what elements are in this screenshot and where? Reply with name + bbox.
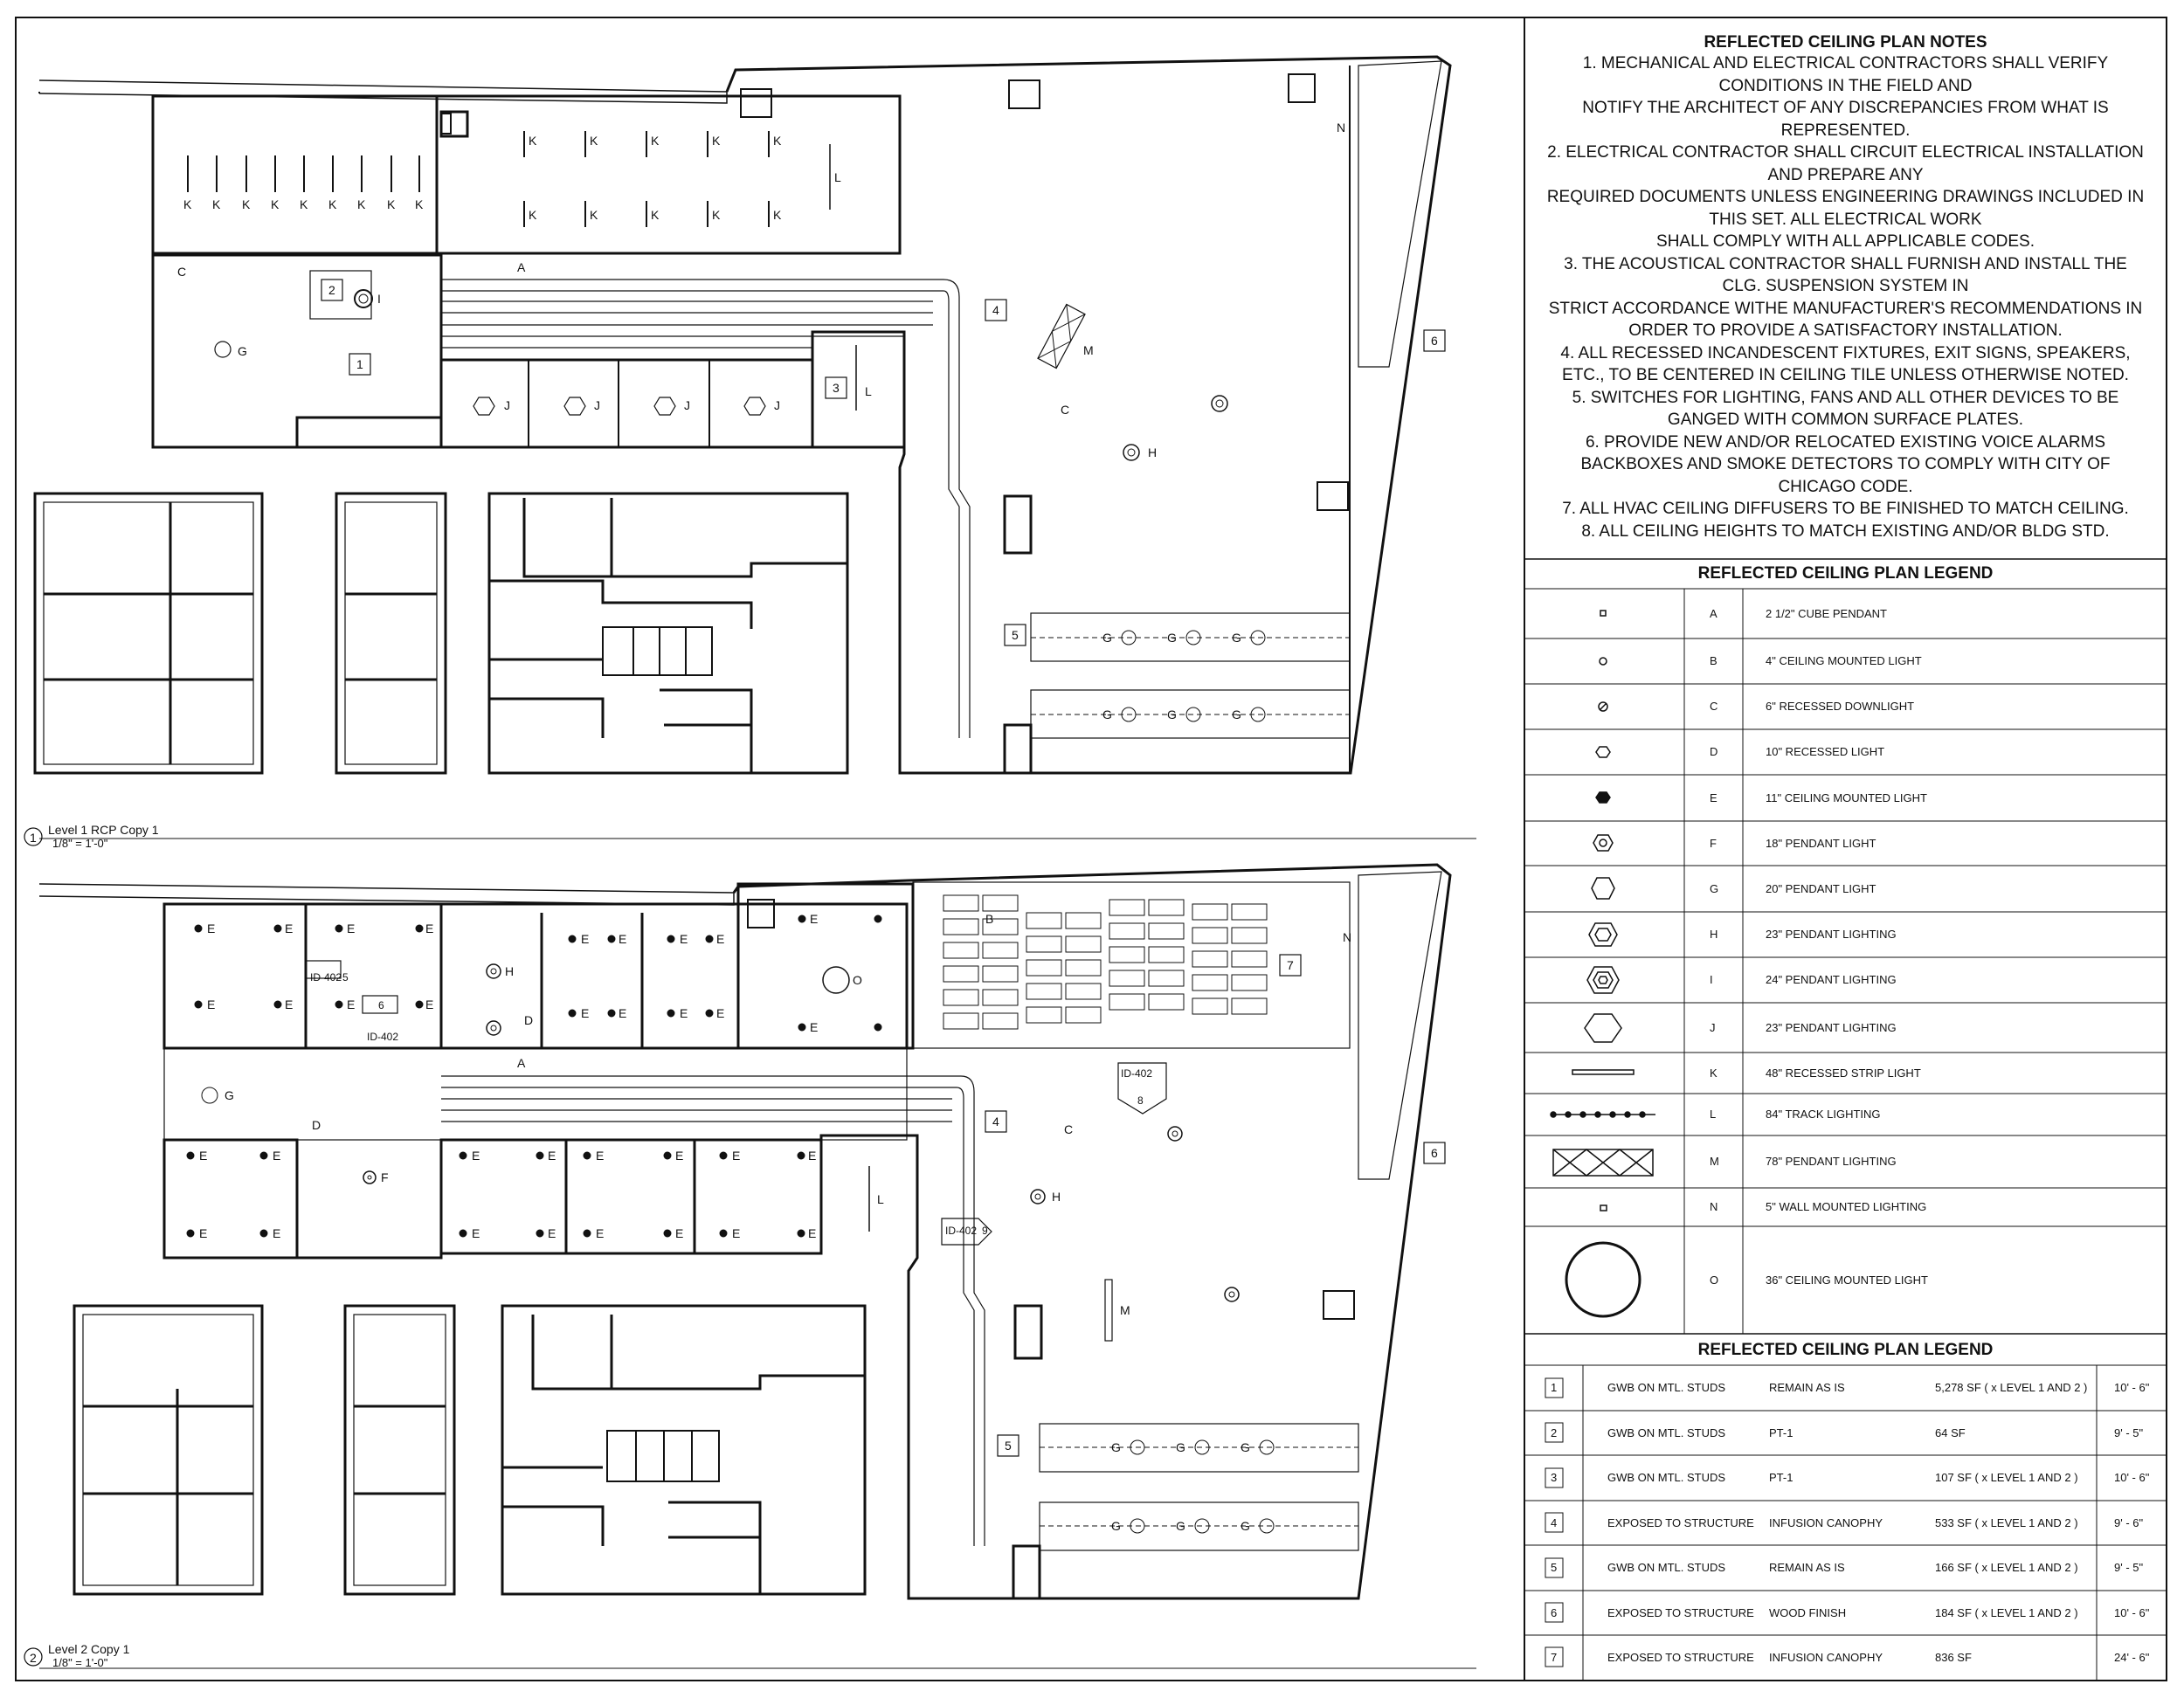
legend-description: 2 1/2" CUBE PENDANT: [1766, 606, 1887, 620]
fixture-label-e: E: [619, 1006, 627, 1020]
finish-area: 184 SF ( x LEVEL 1 AND 2 ): [1935, 1605, 2078, 1619]
fixture-label-k: K: [529, 208, 537, 222]
fixture-label-e: E: [273, 1149, 281, 1163]
ceiling-tag-4: 4: [992, 303, 999, 317]
fixture-label-e: E: [716, 1006, 725, 1020]
note-line: SHALL COMPLY WITH ALL APPLICABLE CODES.: [1656, 232, 2035, 251]
fixture-label-k: K: [183, 197, 192, 211]
finish-name: INFUSION CANOPHY: [1769, 1651, 1883, 1664]
view-scale-2: 1/8" = 1'-0": [52, 1656, 108, 1669]
finish-name: PT-1: [1769, 1471, 1794, 1484]
fixture-label-e: E: [675, 1149, 684, 1163]
finish-height: 10' - 6": [2114, 1471, 2150, 1484]
finish-name: WOOD FINISH: [1769, 1605, 1847, 1619]
notes-panel: [1524, 19, 2167, 559]
note-line: REQUIRED DOCUMENTS UNLESS ENGINEERING DRAWINGS INCLUDED IN: [1546, 188, 2145, 206]
fixture-label-k: K: [415, 197, 424, 211]
fixture-label-k: K: [529, 134, 537, 148]
fixture-label-g: G: [1232, 631, 1241, 645]
fixture-label-g: G: [1167, 708, 1177, 721]
fixture-label-e: E: [619, 932, 627, 946]
legend-description: 18" PENDANT LIGHT: [1766, 836, 1876, 850]
fixture-label-e: E: [680, 1006, 688, 1020]
legend-description: 78" PENDANT LIGHTING: [1766, 1155, 1897, 1168]
finish-tag: 4: [1551, 1515, 1558, 1529]
fixture-label-j: J: [504, 398, 510, 412]
legend-code: O: [1710, 1273, 1719, 1287]
detail-ref-number: 9: [982, 1225, 988, 1237]
finish-type: GWB ON MTL. STUDS: [1607, 1471, 1726, 1484]
finish-area: 836 SF: [1935, 1651, 1972, 1664]
legend-code: A: [1710, 606, 1717, 620]
view-title-1: Level 1 RCP Copy 1: [48, 823, 159, 837]
fixture-label-k: K: [387, 197, 396, 211]
view-number-2: 2: [30, 1651, 37, 1665]
fixture-label-e: E: [285, 921, 294, 935]
ceiling-tag-6: 6: [1431, 1146, 1438, 1160]
legend-code: C: [1710, 700, 1718, 713]
legend-code: G: [1710, 881, 1719, 895]
legend-code: D: [1710, 745, 1718, 758]
fixture-label-j: J: [594, 398, 600, 412]
fixture-label-g: G: [1102, 708, 1112, 721]
fixture-label-d: D: [312, 1118, 321, 1132]
legend-code: F: [1710, 836, 1717, 850]
finish-name: REMAIN AS IS: [1769, 1561, 1845, 1574]
fixture-label-k: K: [590, 134, 598, 148]
finish-area: 166 SF ( x LEVEL 1 AND 2 ): [1935, 1561, 2078, 1574]
legend-description: 23" PENDANT LIGHTING: [1766, 928, 1897, 941]
finish-tag: 5: [1551, 1561, 1558, 1574]
fixture-label-e: E: [808, 1226, 817, 1240]
note-line: GANGED WITH COMMON SURFACE PLATES.: [1667, 411, 2024, 429]
fixture-label-e: E: [347, 997, 356, 1011]
ceiling-tag-5: 5: [1012, 628, 1019, 642]
finish-tag: 7: [1551, 1651, 1558, 1664]
finish-height: 9' - 5": [2114, 1561, 2144, 1574]
fixture-label-e: E: [548, 1149, 556, 1163]
finish-height: 9' - 5": [2114, 1425, 2144, 1439]
fixture-label-k: K: [590, 208, 598, 222]
fixture-label-j: J: [684, 398, 690, 412]
fixture-label-b: B: [985, 912, 994, 926]
fixture-label-a: A: [517, 1056, 526, 1070]
finish-type: GWB ON MTL. STUDS: [1607, 1381, 1726, 1394]
fixture-label-g: G: [1241, 1519, 1250, 1533]
note-line: REPRESENTED.: [1780, 121, 1911, 140]
note-line: 1. MECHANICAL AND ELECTRICAL CONTRACTORS SHALL VERIFY: [1582, 54, 2109, 72]
note-line: 3. THE ACOUSTICAL CONTRACTOR SHALL FURNISH AND INSTALL THE: [1564, 254, 2127, 273]
fixture-label-k: K: [271, 197, 280, 211]
finish-type: EXPOSED TO STRUCTURE: [1607, 1515, 1754, 1529]
fixture-label-k: K: [300, 197, 308, 211]
legend-description: 10" RECESSED LIGHT: [1766, 745, 1885, 758]
fixture-label-g: G: [1102, 631, 1112, 645]
fixture-label-e: E: [680, 932, 688, 946]
view-scale-1: 1/8" = 1'-0": [52, 837, 108, 850]
note-line: 7. ALL HVAC CEILING DIFFUSERS TO BE FINISHED TO MATCH CEILING.: [1562, 500, 2129, 518]
fixture-label-e: E: [273, 1226, 281, 1240]
fixture-label-o: O: [853, 973, 862, 987]
track-light-icon: [1551, 1112, 1655, 1117]
detail-ref-id: ID-402: [1121, 1067, 1153, 1080]
fixture-label-k: K: [357, 197, 366, 211]
pendant-24-icon: [1587, 967, 1619, 993]
fixture-label-g: G: [225, 1088, 234, 1102]
fixture-label-e: E: [596, 1226, 605, 1240]
legend-code: I: [1710, 973, 1713, 986]
finish-tag: 1: [1551, 1381, 1558, 1394]
fixture-label-f: F: [381, 1170, 389, 1184]
legend-description: 23" PENDANT LIGHTING: [1766, 1020, 1897, 1034]
legend-description: 24" PENDANT LIGHTING: [1766, 973, 1897, 986]
fixture-label-e: E: [732, 1149, 741, 1163]
fixture-label-c: C: [177, 265, 187, 279]
fixture-label-e: E: [199, 1226, 208, 1240]
legend-code: H: [1710, 928, 1718, 941]
fixture-label-e: E: [425, 997, 434, 1011]
note-line: ETC., TO BE CENTERED IN CEILING TILE UNLESS OTHERWISE NOTED.: [1562, 366, 2129, 384]
finish-area: 107 SF ( x LEVEL 1 AND 2 ): [1935, 1471, 2078, 1484]
legend-description: 11" CEILING MOUNTED LIGHT: [1766, 790, 1927, 804]
legend-icons: [1551, 611, 1655, 1316]
fixture-label-g: G: [1176, 1519, 1185, 1533]
ceiling-tag-2: 2: [328, 283, 335, 297]
fixture-label-e: E: [581, 1006, 590, 1020]
fixture-label-n: N: [1337, 121, 1346, 135]
fixture-label-e: E: [581, 932, 590, 946]
fixture-label-c: C: [1061, 403, 1070, 417]
finish-area: 5,278 SF ( x LEVEL 1 AND 2 ): [1935, 1381, 2088, 1394]
fixture-label-a: A: [517, 260, 526, 274]
legend-description: 4" CEILING MOUNTED LIGHT: [1766, 654, 1922, 667]
legend-description: 5" WALL MOUNTED LIGHTING: [1766, 1200, 1927, 1213]
fixture-label-g: G: [238, 344, 247, 358]
finish-name: INFUSION CANOPHY: [1769, 1515, 1883, 1529]
ceiling-tag-5: 5: [1005, 1439, 1012, 1453]
fixture-label-e: E: [285, 997, 294, 1011]
note-line: STRICT ACCORDANCE WITHE MANUFACTURER'S RECOMMENDATIONS IN: [1548, 299, 2143, 318]
fixture-label-e: E: [472, 1226, 480, 1240]
legend-code: M: [1710, 1155, 1719, 1168]
strip-light-icon: [1572, 1070, 1634, 1074]
notes-lines: [1524, 52, 2167, 542]
detail-ref-id: ID-402: [367, 1031, 399, 1043]
fixture-label-k: K: [242, 197, 251, 211]
fixture-label-g: G: [1167, 631, 1177, 645]
finish-type: GWB ON MTL. STUDS: [1607, 1425, 1726, 1439]
fixture-label-k: K: [651, 134, 660, 148]
detail-ref-number: 8: [1137, 1094, 1144, 1107]
fixture-label-l: L: [865, 384, 872, 398]
recessed-downlight-icon: [1599, 702, 1607, 711]
fixture-label-l: L: [834, 170, 841, 184]
view-number-1: 1: [30, 831, 37, 845]
detail-ref-id: ID-402: [310, 971, 342, 984]
big-ceiling-light-icon: [1566, 1243, 1640, 1316]
finish-type: GWB ON MTL. STUDS: [1607, 1561, 1726, 1574]
note-line: 2. ELECTRICAL CONTRACTOR SHALL CIRCUIT ELECTRICAL INSTALLATION: [1547, 143, 2144, 162]
wall-light-icon: [1600, 1205, 1607, 1211]
finish-legend-title: REFLECTED CEILING PLAN LEGEND: [1697, 1341, 1994, 1359]
legend-description: 36" CEILING MOUNTED LIGHT: [1766, 1273, 1928, 1287]
finish-height: 24' - 6": [2114, 1651, 2150, 1664]
note-line: 8. ALL CEILING HEIGHTS TO MATCH EXISTING AND/OR BLDG STD.: [1581, 521, 2110, 541]
fixture-label-k: K: [212, 197, 221, 211]
fixture-label-g: G: [1176, 1440, 1185, 1454]
note-line: CONDITIONS IN THE FIELD AND: [1718, 76, 1973, 95]
legend-code: L: [1710, 1108, 1717, 1121]
finish-height: 9' - 6": [2114, 1515, 2144, 1529]
pendant-23-icon: [1589, 923, 1617, 946]
fixture-label-e: E: [207, 997, 216, 1011]
detail-ref-number: 5: [342, 971, 349, 984]
ceiling-light-icon: [1600, 658, 1607, 665]
legend-description: 6" RECESSED DOWNLIGHT: [1766, 700, 1915, 713]
fixture-label-l: L: [877, 1192, 884, 1206]
fixture-label-g: G: [1232, 708, 1241, 721]
fixture-label-d: D: [524, 1013, 534, 1027]
fixture-label-j: J: [774, 398, 780, 412]
note-line: 5. SWITCHES FOR LIGHTING, FANS AND ALL OTHER DEVICES TO BE: [1572, 388, 2119, 407]
plan-level-2: [39, 865, 1450, 1598]
finish-tag: 6: [1551, 1605, 1558, 1619]
fixture-label-e: E: [808, 1149, 817, 1163]
ceiling-tag-4: 4: [992, 1115, 999, 1129]
fixture-label-e: E: [716, 932, 725, 946]
fixture-label-e: E: [810, 1020, 819, 1034]
note-line: CHICAGO CODE.: [1778, 477, 1913, 496]
fixture-label-k: K: [712, 134, 721, 148]
note-line: AND PREPARE ANY: [1767, 165, 1924, 184]
note-line: 4. ALL RECESSED INCANDESCENT FIXTURES, EXIT SIGNS, SPEAKERS,: [1560, 343, 2131, 362]
pendant-18-icon: [1593, 835, 1613, 851]
fixture-label-k: K: [773, 208, 782, 222]
ceiling-tag-6: 6: [1431, 334, 1438, 348]
finish-height: 10' - 6": [2114, 1605, 2150, 1619]
fixture-label-m: M: [1120, 1303, 1130, 1317]
lattice-pendant-icon: [1553, 1149, 1653, 1176]
legend-code: J: [1710, 1020, 1716, 1034]
notes-title: REFLECTED CEILING PLAN NOTES: [1704, 33, 1987, 52]
finish-height: 10' - 6": [2114, 1381, 2150, 1394]
fixture-label-e: E: [347, 921, 356, 935]
fixture-label-k: K: [773, 134, 782, 148]
finish-area: 533 SF ( x LEVEL 1 AND 2 ): [1935, 1515, 2078, 1529]
finish-area: 64 SF: [1935, 1425, 1966, 1439]
detail-ref-number: 6: [378, 999, 384, 1011]
finish-type: EXPOSED TO STRUCTURE: [1607, 1605, 1754, 1619]
ceiling-tag-7: 7: [1287, 958, 1294, 972]
fixture-label-g: G: [1241, 1440, 1250, 1454]
fixture-label-k: K: [328, 197, 337, 211]
note-line: 6. PROVIDE NEW AND/OR RELOCATED EXISTING VOICE ALARMS: [1585, 432, 2106, 452]
fixture-label-h: H: [1052, 1190, 1061, 1204]
fixture-label-k: K: [712, 208, 721, 222]
fixture-label-e: E: [732, 1226, 741, 1240]
ceiling-tag-1: 1: [356, 357, 363, 371]
legend-code: E: [1710, 790, 1717, 804]
fixture-label-e: E: [199, 1149, 208, 1163]
view-title-2: Level 2 Copy 1: [48, 1642, 130, 1656]
fixture-label-h: H: [505, 964, 515, 978]
ceiling-tag-3: 3: [833, 381, 840, 395]
fixture-label-e: E: [472, 1149, 480, 1163]
note-line: THIS SET. ALL ELECTRICAL WORK: [1709, 210, 1982, 229]
hexagon-pendant-icon: [1585, 1014, 1621, 1042]
fixture-label-n: N: [1343, 930, 1352, 944]
legend-code: N: [1710, 1200, 1718, 1213]
legend-code: K: [1710, 1066, 1717, 1080]
fixture-label-k: K: [651, 208, 660, 222]
finish-tag: 2: [1551, 1425, 1558, 1439]
fixture-label-i: I: [377, 292, 381, 306]
fixture-label-g: G: [1111, 1519, 1121, 1533]
finish-tag: 3: [1551, 1471, 1558, 1484]
fixture-label-e: E: [207, 921, 216, 935]
fixture-label-e: E: [810, 912, 819, 926]
pendant-20-icon: [1592, 878, 1614, 899]
legend-code: B: [1710, 654, 1717, 667]
note-line: CLG. SUSPENSION SYSTEM IN: [1722, 277, 1969, 295]
note-line: NOTIFY THE ARCHITECT OF ANY DISCREPANCIES FROM WHAT IS: [1582, 99, 2109, 117]
legend-description: 20" PENDANT LIGHT: [1766, 881, 1876, 895]
fixture-label-e: E: [425, 921, 434, 935]
finish-name: REMAIN AS IS: [1769, 1381, 1845, 1394]
fixture-label-e: E: [596, 1149, 605, 1163]
fixture-label-h: H: [1148, 445, 1158, 459]
legend-title: REFLECTED CEILING PLAN LEGEND: [1697, 564, 1994, 583]
fixture-label-e: E: [675, 1226, 684, 1240]
finish-type: EXPOSED TO STRUCTURE: [1607, 1651, 1754, 1664]
legend-description: 48" RECESSED STRIP LIGHT: [1766, 1066, 1921, 1080]
note-line: BACKBOXES AND SMOKE DETECTORS TO COMPLY WITH CITY OF: [1580, 455, 2111, 473]
note-line: ORDER TO PROVIDE A SATISFACTORY INSTALLATION.: [1628, 321, 2063, 340]
ceiling-mounted-light-icon: [1596, 792, 1610, 803]
recessed-light-icon: [1596, 747, 1610, 757]
fixture-label-e: E: [548, 1226, 556, 1240]
legend-description: 84" TRACK LIGHTING: [1766, 1108, 1881, 1121]
fixture-label-m: M: [1083, 343, 1094, 357]
fixture-label-c: C: [1064, 1122, 1074, 1136]
finish-name: PT-1: [1769, 1425, 1794, 1439]
detail-ref-id: ID-402: [945, 1225, 978, 1237]
fixture-label-g: G: [1111, 1440, 1121, 1454]
cube-pendant-icon: [1600, 611, 1606, 616]
